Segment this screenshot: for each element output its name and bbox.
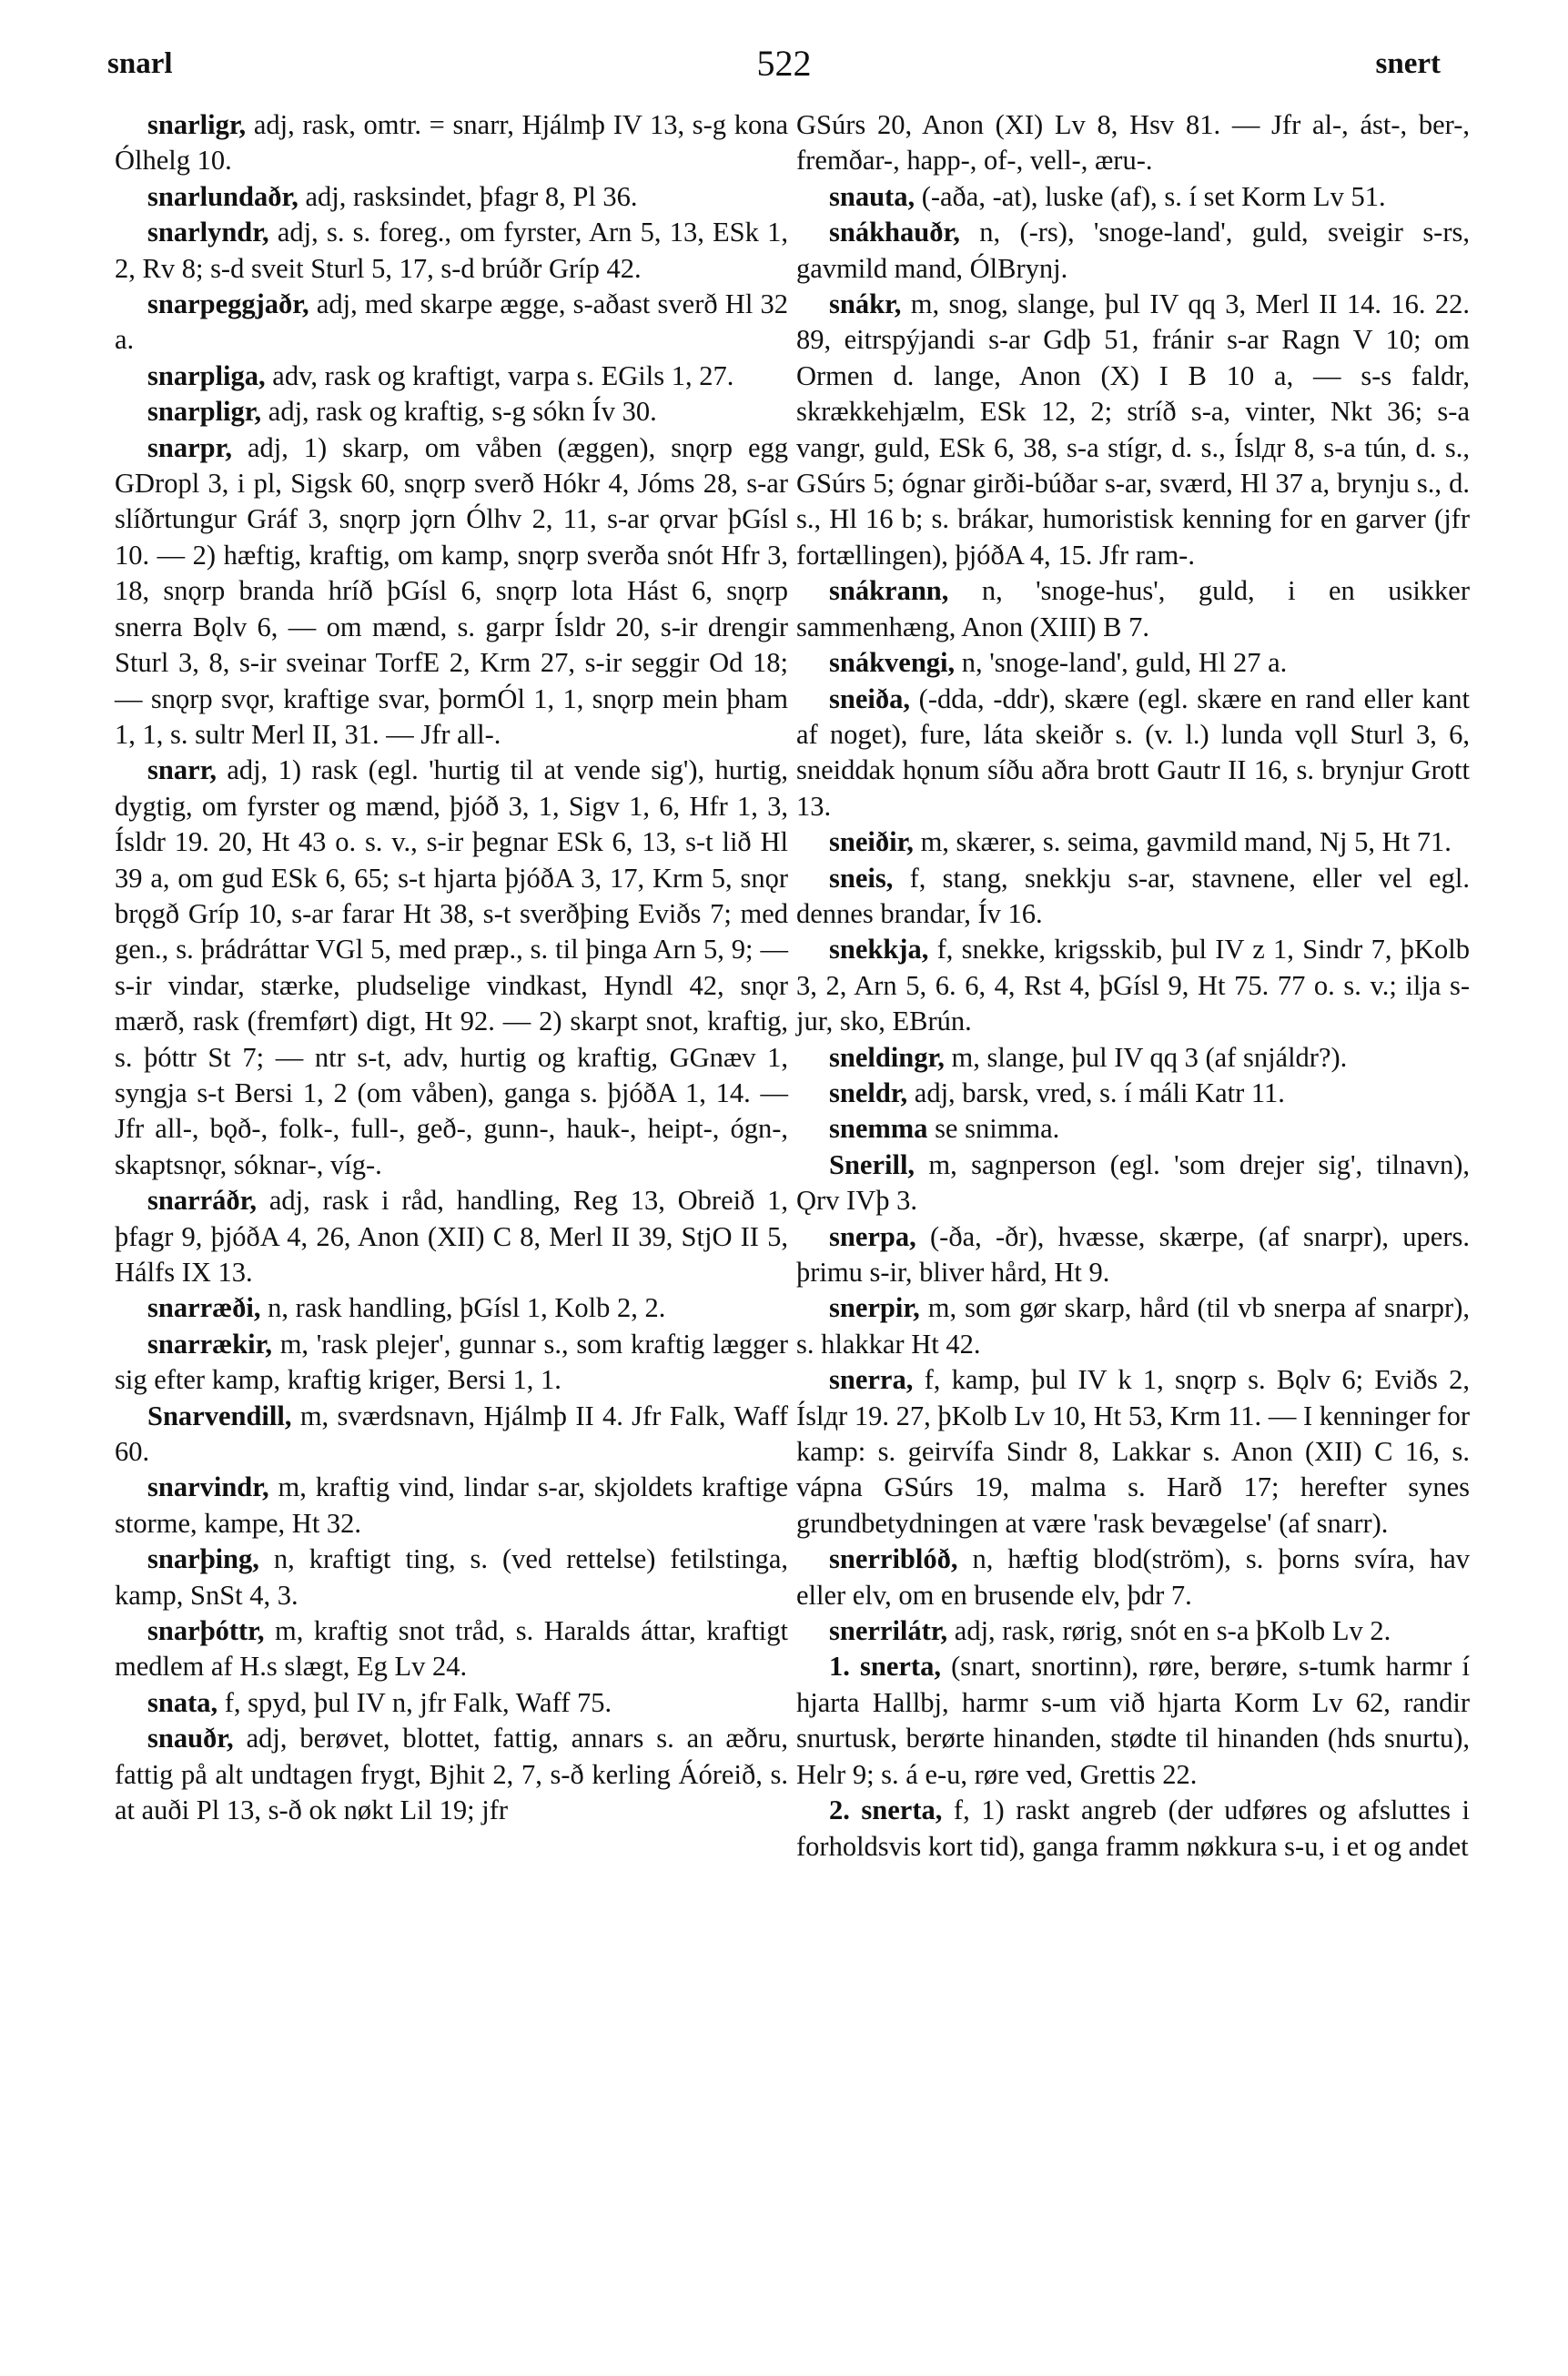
entry-headword: snauðr, [147,1723,234,1754]
entry-definition: (-dda, -ddr), skære (egl. skære en rand eller kant af noget), fure, láta skeiðr s. (v. l.) lunda vǫll Sturl 3, 6, sneiddak hǫnum síðu aðra brott Gautr II 16, s. brynjur Grott 13. [796,682,1470,822]
entry-definition: m, skærer, s. seima, gavmild mand, Nj 5, Ht 71. [913,826,1452,858]
dictionary-entry [796,1649,1470,1793]
entry-definition: m, snog, slange, þul IV qq 3, Merl II 14. 16. 22. 89, eitrspýjandi s-ar Gdþ 51, fránir s-ar Ragn V 10; om Ormen d. lange, Anon (X) I B 10 a, — s-s faldr, skrækkehjælm, ESk 12, 2; stríð s-a, vinter, Nkt 36; s-a vangr, guld, ESk 6, 38, s-a stígr, d. s., Íslдr 8, s-a tún, d. s., GSúrs 5; ógnar girði-búðar s-ar, sværd, Hl 37 a, brynju s., d. s., Hl 16 b; s. brákar, humoristisk kenning for en garver (jfr fortællingen), þjóðA 4, 15. Jfr ram-. [796,288,1470,571]
dictionary-entry [115,359,788,394]
entry-headword: snákhauðr, [829,217,960,248]
dictionary-entry [796,645,1470,681]
dictionary-entry [796,1542,1470,1613]
entry-definition: f, snekke, krigsskib, þul IV z 1, Sindr 7, þKolb 3, 2, Arn 5, 6. 6, 4, Rst 4, þGísl 9, Ht 75. 77 o. s. v.; ilja s-jur, sko, EBrún. [796,934,1470,1037]
entry-definition: m, kraftig snot tråd, s. Haralds áttar, kraftigt medlem af H.s slægt, Eg Lv 24. [115,1615,788,1683]
entry-headword: sneldr, [829,1077,908,1108]
dictionary-entry [115,287,788,359]
entry-definition: adj, med skarpe ægge, s-aðast sverð Hl 32 a. [115,288,788,356]
entry-definition: n, 'snoge-land', guld, Hl 27 a. [955,647,1288,679]
entry-headword: snarrækir, [147,1328,272,1360]
entry-headword: snekkja, [829,934,929,966]
entry-definition: adj, berøvet, blottet, fattig, annars s. an æðru, fattig på alt undtagen frygt, Bjhit 2, 7, s-ð kerling Áóreið, s. at auði Pl 13, s-ð ok nøkt Lil 19; jfr [115,1723,788,1826]
entry-headword: snerriblóð, [829,1543,958,1575]
entry-definition: (snart, snortinn), røre, berøre, s-tumk harmr í hjarta Hallbj, harmr s-um við hjarta Korm Lv 62, randir snurtusk, berørte hinanden, stødte til hinanden (hds snurtu), Helr 9; s. á e-u, røre ved, Grettis 22. [796,1651,1470,1790]
entry-definition: (-aða, -at), luske (af), s. í set Korm Lv 51. [915,180,1386,212]
dictionary-entry [115,1470,788,1542]
entry-headword: snarráðr, [147,1185,258,1217]
dictionary-entry [796,107,1470,179]
entry-headword: snarþing, [147,1543,259,1575]
dictionary-entry [115,753,788,1183]
dictionary-entry [796,1111,1470,1147]
entry-headword: snarlyndr, [147,217,269,248]
page-number: 522 [756,43,812,84]
entry-definition: adj, rask i råd, handling, Reg 13, Obreið 1, þfagr 9, þjóðA 4, 26, Anon (XII) C 8, Merl II 39, StjO II 5, Hálfs IX 13. [115,1185,788,1288]
entry-headword: snákrann, [829,575,949,607]
entry-definition: (-ða, -ðr), hvæsse, skærpe, (af snarpr), upers. þrimu s-ir, bliver hård, Ht 9. [796,1220,1470,1288]
entry-definition: adj, rask og kraftig, s-g sókn Ív 30. [261,396,657,428]
entry-definition: se snimma. [927,1113,1060,1145]
entry-definition: adj, 1) rask (egl. 'hurtig til at vende sig'), hurtig, dygtig, om fyrster og mænd, þjóð 3, 1, Sigv 1, 6, Hfr 1, 3, Ísldr 19. 20, Ht 43 o. s. v., s-ir þegnar ESk 6, 13, s-t lið Hl 39 a, om gud ESk 6, 65; s-t hjarta þjóðA 3, 17, Krm 5, snǫr brǫgð Gríp 10, s-ar farar Ht 38, s-t sverðþing Eviðs 7; med gen., s. þrádráttar VGl 5, med præp., s. til þinga Arn 5, 9; — s-ir vindar, stærke, pludselige vindkast, Hyndl 42, snǫr mærð, rask (fremført) digt, Ht 92. — 2) skarpt snot, kraftig, s. þóttr St 7; — ntr s-t, adv, hurtig og kraftig, GGnæv 1, syngja s-t Bersi 1, 2 (om våben), ganga s. þjóðA 1, 14. — Jfr all-, bǫð-, folk-, full-, geð-, gunn-, hauk-, heipt-, ógn-, skaptsnǫr, sóknar-, víg-. [115,754,788,1180]
right-column [796,107,1470,1865]
dictionary-entry [796,1290,1470,1362]
entry-definition: m, sagnperson (egl. 'som drejer sig', tilnavn), Ǫrv IVþ 3. [796,1148,1470,1217]
dictionary-entry [796,1362,1470,1542]
entry-headword: sneiða, [829,682,910,714]
entry-headword: 2. snerta, [829,1795,943,1826]
entry-definition: adv, rask og kraftigt, varpa s. EGils 1, 27. [265,359,734,391]
entry-definition: m, kraftig vind, lindar s-ar, skjoldets kraftige storme, kampe, Ht 32. [115,1471,788,1539]
entry-definition: n, 'snoge-hus', guld, i en usikker sammenhæng, Anon (XIII) B 7. [796,575,1470,642]
entry-definition: m, som gør skarp, hård (til vb snerpa af snarpr), s. hlakkar Ht 42. [796,1292,1470,1360]
dictionary-entry [796,861,1470,933]
dictionary-entry [115,430,788,753]
entry-headword: snerrilátr, [829,1615,948,1647]
dictionary-entry [796,215,1470,287]
entry-definition: adj, rask, omtr. = snarr, Hjálmþ IV 13, s-g kona Ólhelg 10. [115,109,788,177]
entry-headword: snarpliga, [147,359,266,391]
entry-headword: snákr, [829,288,902,320]
dictionary-entry [115,1721,788,1828]
entry-headword: Snarvendill, [147,1400,292,1431]
running-head-right: snert [1375,47,1441,80]
dictionary-entry [796,287,1470,573]
entry-definition: f, spyd, þul IV n, jfr Falk, Waff 75. [217,1686,612,1718]
entry-headword: sneiðir, [829,826,914,858]
dictionary-entry [115,1685,788,1721]
entry-definition: n, hæftig blod(ström), s. þorns svíra, hav eller elv, om en brusende elv, þdr 7. [796,1543,1470,1611]
dictionary-entry [115,1399,788,1471]
dictionary-entry [796,1076,1470,1111]
left-column [115,107,788,1829]
entry-headword: Snerill, [829,1148,916,1180]
entry-headword: snarpeggjaðr, [147,288,309,320]
dictionary-entry [115,394,788,430]
entry-headword: snarþóttr, [147,1615,265,1647]
entry-headword: snákvengi, [829,647,956,679]
entry-definition: f, stang, snekkju s-ar, stavnene, eller vel egl. dennes brandar, Ív 16. [796,862,1470,929]
dictionary-entry [115,1290,788,1326]
dictionary-entry [115,179,788,215]
entry-headword: snerra, [829,1364,914,1396]
dictionary-entry [796,1040,1470,1076]
dictionary-entry [796,682,1470,825]
entry-definition: n, (-rs), 'snoge-land', guld, sveigir s-rs, gavmild mand, ÓlBrynj. [796,217,1470,284]
entry-headword: 1. snerta, [829,1651,941,1683]
entry-definition: adj, s. s. foreg., om fyrster, Arn 5, 13, ESk 1, 2, Rv 8; s-d sveit Sturl 5, 17, s-d brúðr Gríp 42. [115,217,788,284]
dictionary-entry [796,573,1470,645]
dictionary-entry [115,215,788,287]
entry-definition: m, sværdsnavn, Hjálmþ II 4. Jfr Falk, Waff 60. [115,1400,788,1468]
dictionary-entry [115,107,788,179]
dictionary-entry [796,824,1470,860]
entry-definition: GSúrs 20, Anon (XI) Lv 8, Hsv 81. — Jfr al-, ást-, ber-, fremðar-, happ-, of-, vell-, æru-. [796,109,1470,177]
running-head-left: snarl [107,47,173,80]
entry-definition: f, 1) raskt angreb (der udføres og afsluttes i forholdsvis kort tid), ganga framm nøkkura s-u, i et og andet [796,1795,1470,1862]
dictionary-entry [796,1613,1470,1649]
dictionary-entry [115,1542,788,1613]
entry-headword: snarpligr, [147,396,262,428]
entry-headword: snemma [829,1113,928,1145]
entry-definition: adj, barsk, vred, s. í máli Katr 11. [907,1077,1285,1108]
entry-definition: adj, rask, rørig, snót en s-a þKolb Lv 2. [947,1615,1391,1647]
entry-headword: snarr, [147,754,217,786]
dictionary-entry [115,1613,788,1685]
dictionary-entry [796,1219,1470,1291]
entry-definition: adj, 1) skarp, om våben (æggen), snǫrp egg GDropl 3, i pl, Sigsk 60, snǫrp sverð Hókr 4, Jóms 28, s-ar slíðrtungur Gráf 3, snǫrp jǫrn Ólhv 2, 11, s-ar ǫrvar þGísl 10. — 2) hæftig, kraftig, om kamp, snǫrp sverða snót Hfr 3, 18, snǫrp branda hríð þGísl 6, snǫrp lota Hást 6, snǫrp snerra Bǫlv 6, — om mænd, s. garpr Ísldr 20, s-ir drengir Sturl 3, 8, s-ir sveinar TorfE 2, Krm 27, s-ir seggir Od 18; — snǫrp svǫr, kraftige svar, þormÓl 1, 1, snǫrp mein þham 1, 1, s. sultr Merl II, 31. — Jfr all-. [115,431,788,750]
entry-definition: n, kraftigt ting, s. (ved rettelse) fetilstinga, kamp, SnSt 4, 3. [115,1543,788,1611]
entry-headword: snauta, [829,180,916,212]
dictionary-entry [796,1148,1470,1219]
entry-headword: sneldingr, [829,1041,945,1073]
entry-definition: m, 'rask plejer', gunnar s., som kraftig lægger sig efter kamp, kraftig kriger, Bersi 1, 1. [115,1328,788,1396]
entry-headword: snarvindr, [147,1471,269,1503]
entry-headword: snata, [147,1686,218,1718]
entry-headword: snarræði, [147,1292,261,1324]
entry-headword: snarligr, [147,109,247,140]
entry-headword: snerpa, [829,1220,916,1252]
dictionary-entry [796,932,1470,1039]
dictionary-entry [796,179,1470,215]
entry-headword: snerpir, [829,1292,920,1324]
dictionary-entry [115,1327,788,1399]
entry-definition: adj, rasksindet, þfagr 8, Pl 36. [298,180,638,212]
dictionary-entry [115,1183,788,1290]
entry-headword: snarlundaðr, [147,180,298,212]
entry-definition: n, rask handling, þGísl 1, Kolb 2, 2. [260,1292,666,1324]
entry-definition: m, slange, þul IV qq 3 (af snjáldr?). [944,1041,1348,1073]
entry-headword: sneis, [829,862,894,894]
dictionary-entry [796,1793,1470,1865]
entry-definition: f, kamp, þul IV k 1, snǫrp s. Bǫlv 6; Eviðs 2, Íslдr 19. 27, þKolb Lv 10, Ht 53, Krm 11. — I kenninger for kamp: s. geirvífa Sindr 8, Lakkar s. Anon (XII) C 16, s. vápna GSúrs 19, malma s. Harð 17; herefter synes grundbetydningen at være 'rask bevægelse' (af snarr). [796,1364,1470,1539]
entry-headword: snarpr, [147,431,232,463]
